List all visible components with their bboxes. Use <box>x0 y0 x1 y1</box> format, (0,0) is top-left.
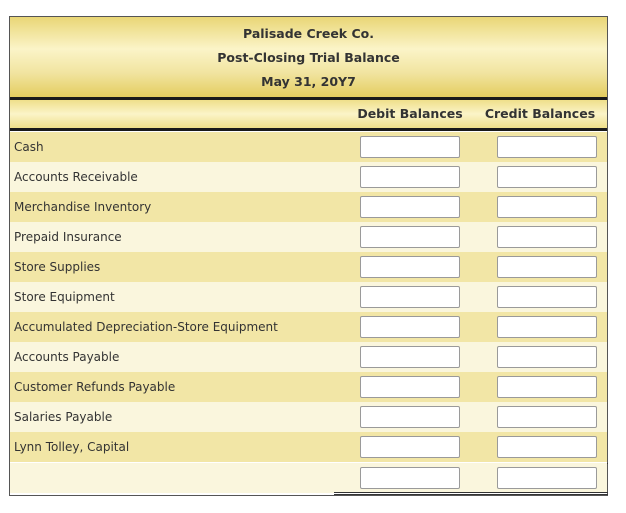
table-row <box>10 342 607 372</box>
debit-input[interactable] <box>360 136 460 158</box>
debit-input[interactable] <box>360 256 460 278</box>
credit-input[interactable] <box>497 256 597 278</box>
account-name: Merchandise Inventory <box>14 200 152 214</box>
report-date: May 31, 20Y7 <box>261 74 356 89</box>
table-row <box>10 432 607 462</box>
table-row <box>10 312 607 342</box>
company-name: Palisade Creek Co. <box>243 26 374 41</box>
credit-input[interactable] <box>497 136 597 158</box>
account-name: Accounts Receivable <box>14 170 138 184</box>
account-name: Store Equipment <box>14 290 115 304</box>
account-name: Accounts Payable <box>14 350 120 364</box>
column-header-divider <box>10 128 607 131</box>
credit-input[interactable] <box>497 316 597 338</box>
credit-input[interactable] <box>497 436 597 458</box>
credit-input[interactable] <box>497 346 597 368</box>
account-name: Accumulated Depreciation-Store Equipment <box>14 320 278 334</box>
credit-input[interactable] <box>497 286 597 308</box>
credit-input[interactable] <box>497 376 597 398</box>
table-row <box>10 282 607 312</box>
debit-input[interactable] <box>360 436 460 458</box>
totals-row <box>10 463 607 493</box>
table-row <box>10 402 607 432</box>
debit-input[interactable] <box>360 226 460 248</box>
report-title: Post-Closing Trial Balance <box>217 50 400 65</box>
account-name: Cash <box>14 140 44 154</box>
debit-input[interactable] <box>360 376 460 398</box>
trial-balance-table <box>9 16 608 496</box>
debit-input[interactable] <box>360 346 460 368</box>
total-debit-input[interactable] <box>360 467 460 489</box>
report-header <box>10 17 607 97</box>
credit-input[interactable] <box>497 196 597 218</box>
account-name: Lynn Tolley, Capital <box>14 440 130 454</box>
account-name: Prepaid Insurance <box>14 230 122 244</box>
total-credit-input[interactable] <box>497 467 597 489</box>
debit-input[interactable] <box>360 166 460 188</box>
credit-input[interactable] <box>497 166 597 188</box>
column-header-row <box>10 100 607 128</box>
debit-column-header: Debit Balances <box>357 106 463 121</box>
account-name: Customer Refunds Payable <box>14 380 176 394</box>
account-name: Store Supplies <box>14 260 101 274</box>
credit-column-header: Credit Balances <box>484 106 596 121</box>
credit-input[interactable] <box>497 406 597 428</box>
credit-input[interactable] <box>497 226 597 248</box>
table-row <box>10 132 607 162</box>
debit-input[interactable] <box>360 406 460 428</box>
debit-input[interactable] <box>360 196 460 218</box>
table-row <box>10 222 607 252</box>
table-row <box>10 252 607 282</box>
total-rule-double-2 <box>334 494 608 495</box>
table-row <box>10 372 607 402</box>
debit-input[interactable] <box>360 316 460 338</box>
debit-input[interactable] <box>360 286 460 308</box>
table-row <box>10 162 607 192</box>
table-row <box>10 192 607 222</box>
total-rule-double-1 <box>334 492 608 493</box>
account-name: Salaries Payable <box>14 410 113 424</box>
